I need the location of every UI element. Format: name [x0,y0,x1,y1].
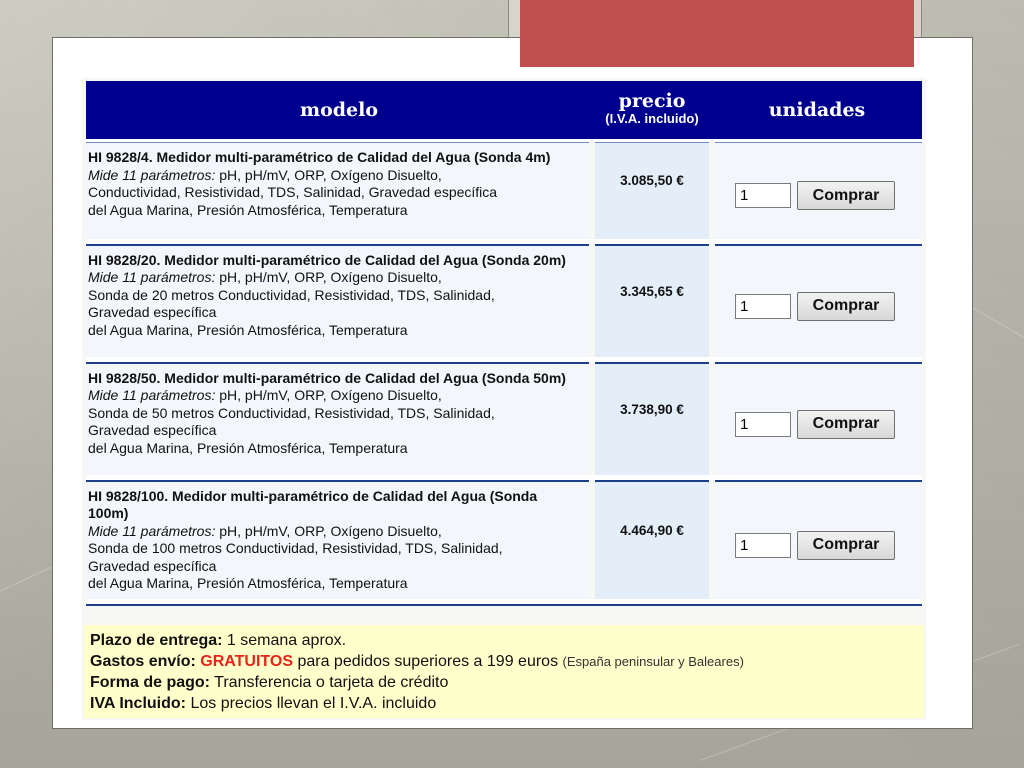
product-line: Sonda de 20 metros Conductividad, Resistividad, TDS, Salinidad, [88,286,495,303]
product-name: HI 9828/100. Medidor multi-paramétrico de Calidad del Agua (Sonda 100m) [88,487,538,521]
buy-button[interactable]: Comprar [797,531,895,560]
product-line: del Agua Marina, Presión Atmosférica, Temperatura [88,201,408,218]
product-lead: Mide 11 parámetros: [88,522,216,539]
product-line: pH, pH/mV, ORP, Oxígeno Disuelto, [215,387,442,403]
info-value: Transferencia o tarjeta de crédito [210,674,449,691]
product-description [86,245,592,357]
buy-cell [712,245,922,357]
buy-controls [735,292,921,321]
product-lead: Mide 11 parámetros: [88,269,216,285]
buy-cell [712,363,922,475]
product-name: HI 9828/4. Medidor multi-paramétrico de Calidad del Agua (Sonda 4m) [88,149,551,165]
buy-controls [735,181,921,210]
product-name: HI 9828/50. Medidor multi-paramétrico de Calidad del Agua (Sonda 50m) [88,369,566,386]
free-shipping-highlight: GRATUITOS [195,653,293,670]
buy-button[interactable]: Comprar [797,181,895,210]
buy-cell [712,481,922,599]
product-lead: Mide 11 parámetros: [88,166,216,183]
buy-button[interactable]: Comprar [797,292,895,321]
product-line: Sonda de 50 metros Conductividad, Resistividad, TDS, Salinidad, [88,404,495,421]
header-modelo: modelo [299,99,379,121]
buy-controls [735,531,921,560]
product-description [86,363,592,475]
table-row [86,481,922,599]
product-price [592,245,712,357]
price-value: 3.085,50 € [620,173,684,189]
info-pago [90,672,918,693]
info-note: (España peninsular y Baleares) [562,654,744,669]
info-label: Gastos envío: [90,653,196,670]
info-label: Forma de pago: [90,674,211,691]
shipping-info-box [84,625,924,718]
table-row [86,363,922,475]
product-price [592,143,712,239]
info-plazo [90,630,918,651]
price-value: 4.464,90 € [620,522,684,538]
quantity-input[interactable] [735,294,791,319]
product-line: Sonda de 100 metros Conductividad, Resistividad, TDS, Salinidad, [88,540,503,556]
product-description [86,481,592,599]
info-value: para pedidos superiores a 199 euros [293,653,563,670]
table-row [86,245,922,357]
product-table [86,81,922,606]
product-line: del Agua Marina, Presión Atmosférica, Temperatura [88,321,408,338]
price-value: 3.738,90 € [620,401,684,417]
table-row [86,143,922,239]
price-value: 3.345,65 € [620,283,684,299]
product-line: pH, pH/mV, ORP, Oxígeno Disuelto, [215,522,442,539]
table-header-row [86,81,922,139]
buy-button[interactable]: Comprar [797,410,895,439]
info-gastos [90,651,918,672]
header-precio [592,81,712,139]
product-price [592,363,712,475]
product-line: Conductividad, Resistividad, TDS, Salinidad, Gravedad específica [88,184,498,200]
product-description [86,143,592,239]
info-value: Los precios llevan el I.V.A. incluido [186,695,437,712]
header-precio-label: precio [618,90,686,112]
quantity-input[interactable] [735,183,791,208]
header-precio-note: (I.V.A. incluido) [605,111,699,126]
quantity-input[interactable] [735,533,791,558]
product-line: Gravedad específica [88,304,217,320]
product-name: HI 9828/20. Medidor multi-paramétrico de Calidad del Agua (Sonda 20m) [88,251,566,268]
info-value: 1 semana aprox. [222,632,347,649]
header-unidades: unidades [768,99,866,121]
info-label: Plazo de entrega: [90,632,223,649]
product-lead: Mide 11 parámetros: [88,387,216,403]
info-iva [90,693,918,714]
product-line: pH, pH/mV, ORP, Oxígeno Disuelto, [215,166,442,183]
product-line: del Agua Marina, Presión Atmosférica, Temperatura [88,439,408,456]
info-label: IVA Incluido: [90,695,186,712]
row-separator [86,599,922,605]
buy-controls [735,410,921,439]
red-accent-tab-overlap [520,37,914,67]
product-line: del Agua Marina, Presión Atmosférica, Temperatura [88,575,408,591]
product-line: pH, pH/mV, ORP, Oxígeno Disuelto, [215,269,442,285]
buy-cell [712,143,922,239]
product-line: Gravedad específica [88,557,217,574]
product-line: Gravedad específica [88,422,217,438]
quantity-input[interactable] [735,412,791,437]
product-price [592,481,712,599]
